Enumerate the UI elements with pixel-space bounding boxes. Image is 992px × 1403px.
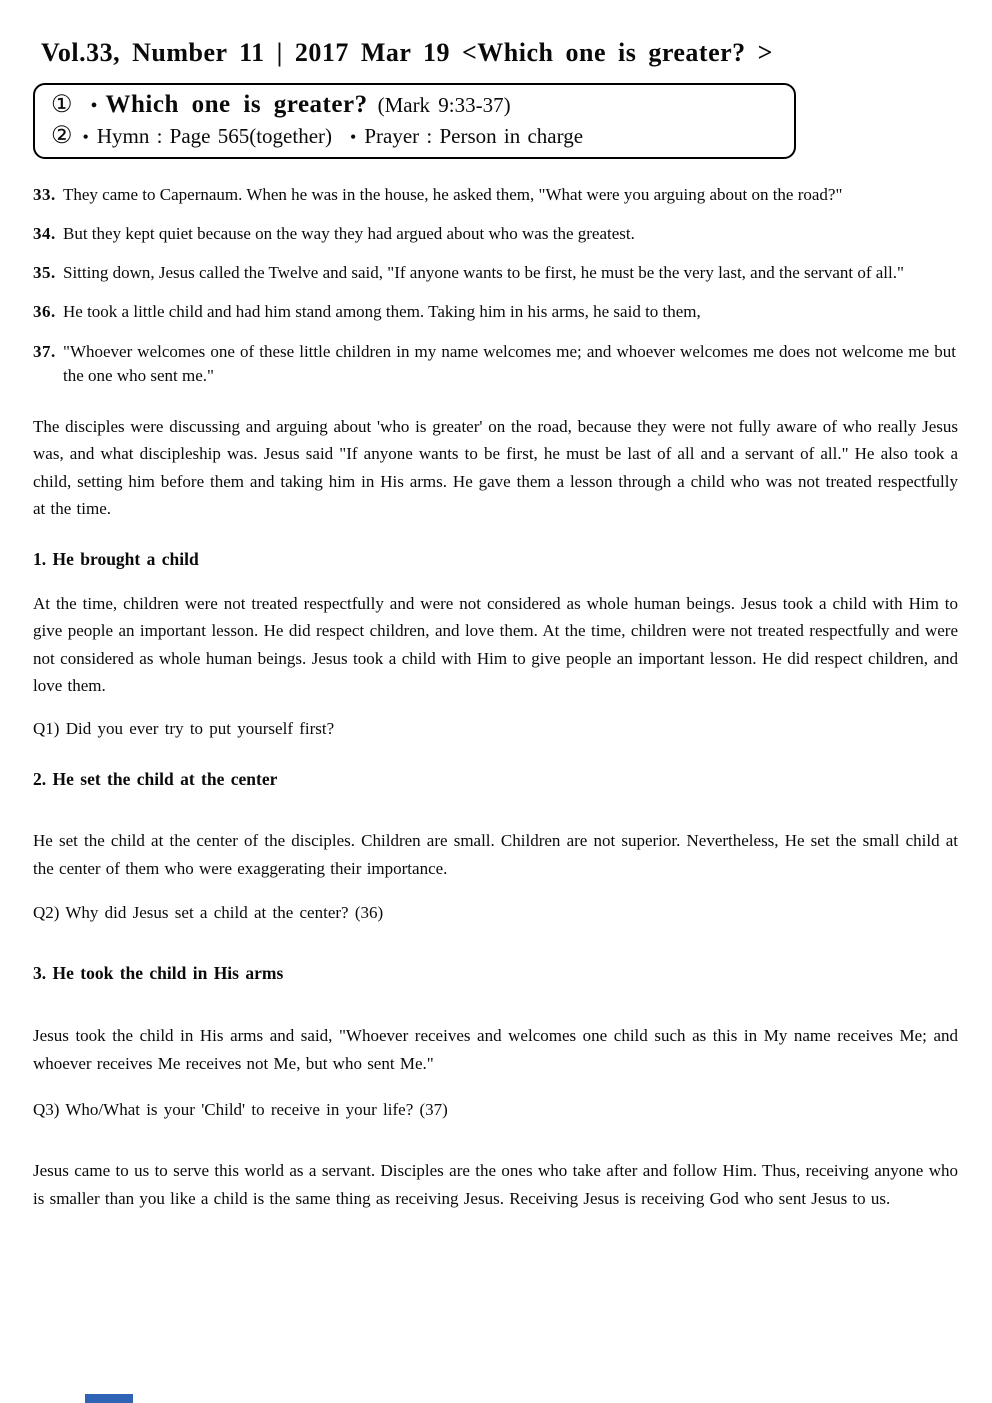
verse-37 (33, 340, 958, 388)
bullet-icon: • (82, 127, 89, 147)
verse-33 (33, 183, 958, 207)
verse-number: 33. (33, 185, 56, 204)
verse-number: 35. (33, 263, 56, 283)
verse-34 (33, 222, 958, 246)
conclusion-paragraph: Jesus came to us to serve this world as a servant. Disciples are the ones who take after and follow Him. Thus, receiving anyone who is smaller than you like a child is the same thing as receiving Jesus. Receiving Jesus is receiving God who sent Jesus to us. (33, 1161, 958, 1208)
verse-number: 36. (33, 302, 56, 322)
section-2-paragraph: He set the child at the center of the disciples. Children are small. Children are not superior. Nevertheless, He set the small child at the center of them who were exaggerating their importance. (33, 831, 958, 878)
service-info-box (33, 83, 796, 159)
verse-number: 34. (33, 224, 56, 244)
info-box-line-2 (51, 121, 778, 150)
section-3-paragraph: Jesus took the child in His arms and said, "Whoever receives and welcomes one child such as this in My name receives Me; and whoever receives Me receives not Me, but who sent Me." (33, 1026, 958, 1073)
verse-text: "Whoever welcomes one of these little children in my name welcomes me; and whoever welcomes me does not welcome me but the one who sent me." (63, 341, 956, 385)
scripture-verses (33, 183, 958, 388)
section-1-paragraph: At the time, children were not treated respectfully and were not considered as whole human beings. Jesus took a child with Him to give people an important lesson. He did respect children, and love them. At the time, children were not treated respectfully and were not considered as whole human beings. Jesus took a child with Him to give people an important lesson. He did respect children, and love them. (33, 593, 958, 696)
verse-36 (33, 300, 958, 324)
circled-number-2: ② (51, 123, 73, 149)
question-1: Q1) Did you ever try to put yourself first? (33, 719, 335, 738)
bullet-icon: • (90, 95, 98, 117)
scripture-reference: (Mark 9:33-37) (377, 93, 511, 117)
section-1-heading: 1. He brought a child (33, 548, 199, 569)
verse-text: They came to Capernaum. When he was in the house, he asked them, "What were you arguing about on the road?" (63, 185, 843, 204)
prayer-info: Prayer : Person in charge (364, 124, 584, 148)
verse-text: He took a little child and had him stand among them. Taking him in his arms, he said to them, (63, 302, 701, 322)
sermon-title: Which one is greater? (105, 91, 368, 118)
verse-text: But they kept quiet because on the way they had argued about who was the greatest. (63, 224, 635, 244)
intro-paragraph: The disciples were discussing and arguing about 'who is greater' on the road, because they were not fully aware of who really Jesus was, and what discipleship was. Jesus said "If anyone wants to be first, he must be last of all and a servant of all." He also took a child, setting him before them and taking him in His arms. He gave them a lesson through a child who was not treated respectfully at the time. (33, 416, 958, 519)
section-2-heading: 2. He set the child at the center (33, 769, 278, 789)
verse-35 (33, 261, 958, 285)
section-3-heading: 3. He took the child in His arms (33, 963, 284, 984)
circled-number-1: ① (51, 92, 73, 118)
verse-text: Sitting down, Jesus called the Twelve and said, "If anyone wants to be first, he must be the very last, and the servant of all." (63, 263, 904, 283)
bullet-icon: • (350, 127, 357, 147)
hymn-info: Hymn : Page 565(together) (96, 124, 333, 148)
page-title: Vol.33, Number 11 | 2017 Mar 19 <Which one is greater? > (41, 38, 773, 67)
question-2: Q2) Why did Jesus set a child at the center? (36) (33, 903, 384, 923)
footer-accent-bar (85, 1394, 133, 1403)
verse-number: 37. (33, 341, 56, 361)
question-3: Q3) Who/What is your 'Child' to receive in your life? (37) (33, 1100, 448, 1120)
info-box-line-1 (51, 90, 778, 119)
